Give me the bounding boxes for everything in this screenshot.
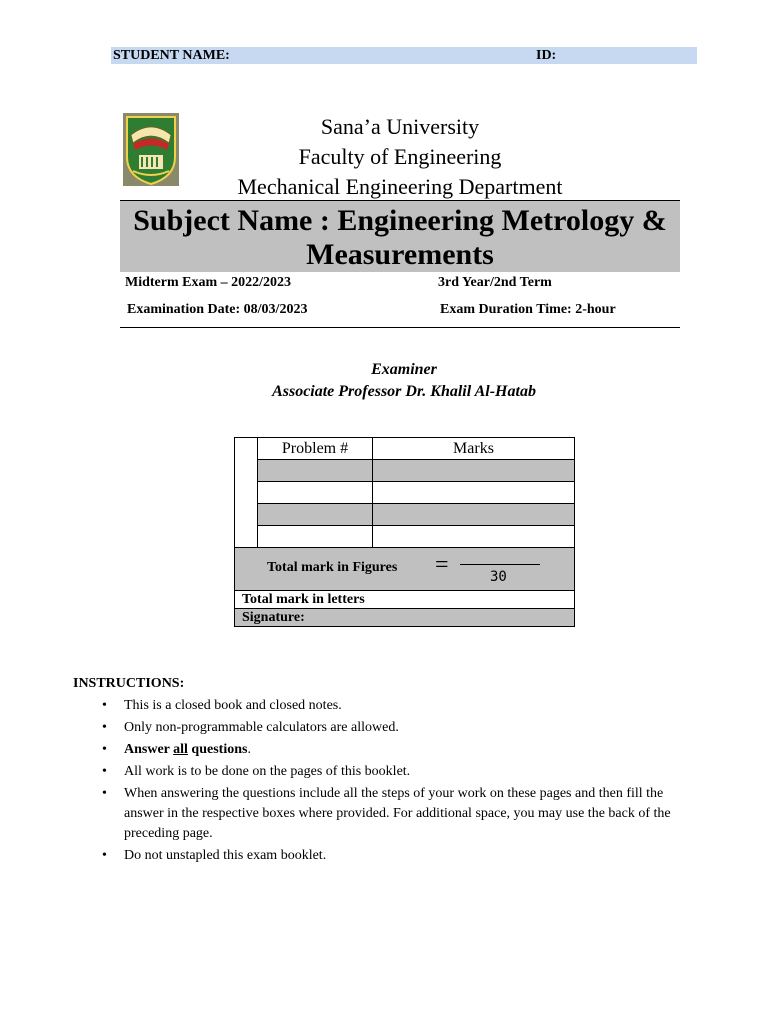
- student-info-bar: [111, 47, 697, 64]
- marks-column-header: Marks: [373, 438, 575, 460]
- table-row: [235, 526, 575, 548]
- instructions-list: [100, 696, 700, 868]
- problem-cell[interactable]: [258, 460, 373, 482]
- subject-title-line2: Measurements: [306, 238, 494, 271]
- marks-cell[interactable]: [373, 482, 575, 504]
- total-figures-row: [235, 548, 575, 591]
- student-name-label: STUDENT NAME:: [113, 48, 230, 63]
- university-name: Sana’a University: [320, 114, 480, 139]
- exam-date: Examination Date: 08/03/2023: [127, 302, 308, 317]
- marks-cell[interactable]: [373, 526, 575, 548]
- instruction-period: .: [247, 742, 251, 757]
- instruction-item: • When answering the questions include all the steps of your work on these pages and then fill the answer in the respective boxes where provided. For additional space, you may use the back of the preceding page.: [100, 784, 700, 844]
- equals-sign: =: [435, 552, 449, 578]
- table-header-row: [235, 438, 575, 460]
- instruction-item: • All work is to be done on the pages of this booklet.: [100, 762, 700, 782]
- exam-name: Midterm Exam – 2022/2023: [125, 275, 292, 290]
- marks-table: [234, 437, 575, 627]
- department-name: Mechanical Engineering Department: [237, 174, 563, 199]
- divider: [120, 327, 680, 328]
- subject-title-box: [120, 200, 680, 272]
- faculty-name: Faculty of Engineering: [298, 144, 502, 169]
- instruction-item: • Only non-programmable calculators are allowed.: [100, 718, 700, 738]
- instruction-item: • This is a closed book and closed notes.: [100, 696, 700, 716]
- signature-row: [235, 609, 575, 627]
- table-row: [235, 482, 575, 504]
- exam-duration: Exam Duration Time: 2-hour: [440, 302, 616, 317]
- subject-title-line1: Subject Name : Engineering Metrology &: [133, 204, 667, 237]
- signature-label: Signature:: [235, 609, 575, 627]
- instruction-item: [100, 740, 700, 760]
- year-term: 3rd Year/2nd Term: [438, 275, 552, 290]
- instruction-item: • Do not unstapled this exam booklet.: [100, 846, 700, 866]
- table-row: [235, 504, 575, 526]
- total-letters-row: [235, 591, 575, 609]
- marks-cell[interactable]: [373, 460, 575, 482]
- id-label: ID:: [536, 48, 557, 63]
- problem-cell[interactable]: [258, 482, 373, 504]
- problem-column-header: Problem #: [258, 438, 373, 460]
- examiner-name: Associate Professor Dr. Khalil Al-Hatab: [272, 383, 536, 400]
- fraction-line: [460, 564, 540, 565]
- total-figures-cell: [235, 548, 575, 591]
- instruction-bold-text: questions: [187, 742, 248, 757]
- total-letters-label: Total mark in letters: [235, 591, 575, 609]
- instruction-underline-text: all: [173, 742, 188, 757]
- table-row: [235, 460, 575, 482]
- problem-cell[interactable]: [258, 526, 373, 548]
- problem-cell[interactable]: [258, 504, 373, 526]
- instructions-title: INSTRUCTIONS:: [73, 676, 185, 691]
- total-figures-label: Total mark in Figures: [267, 560, 398, 575]
- instruction-bold-text: Answer: [124, 742, 174, 757]
- examiner-heading: Examiner: [371, 361, 437, 378]
- table-side-column: [235, 438, 258, 548]
- total-out-of: 30: [490, 569, 507, 585]
- marks-cell[interactable]: [373, 504, 575, 526]
